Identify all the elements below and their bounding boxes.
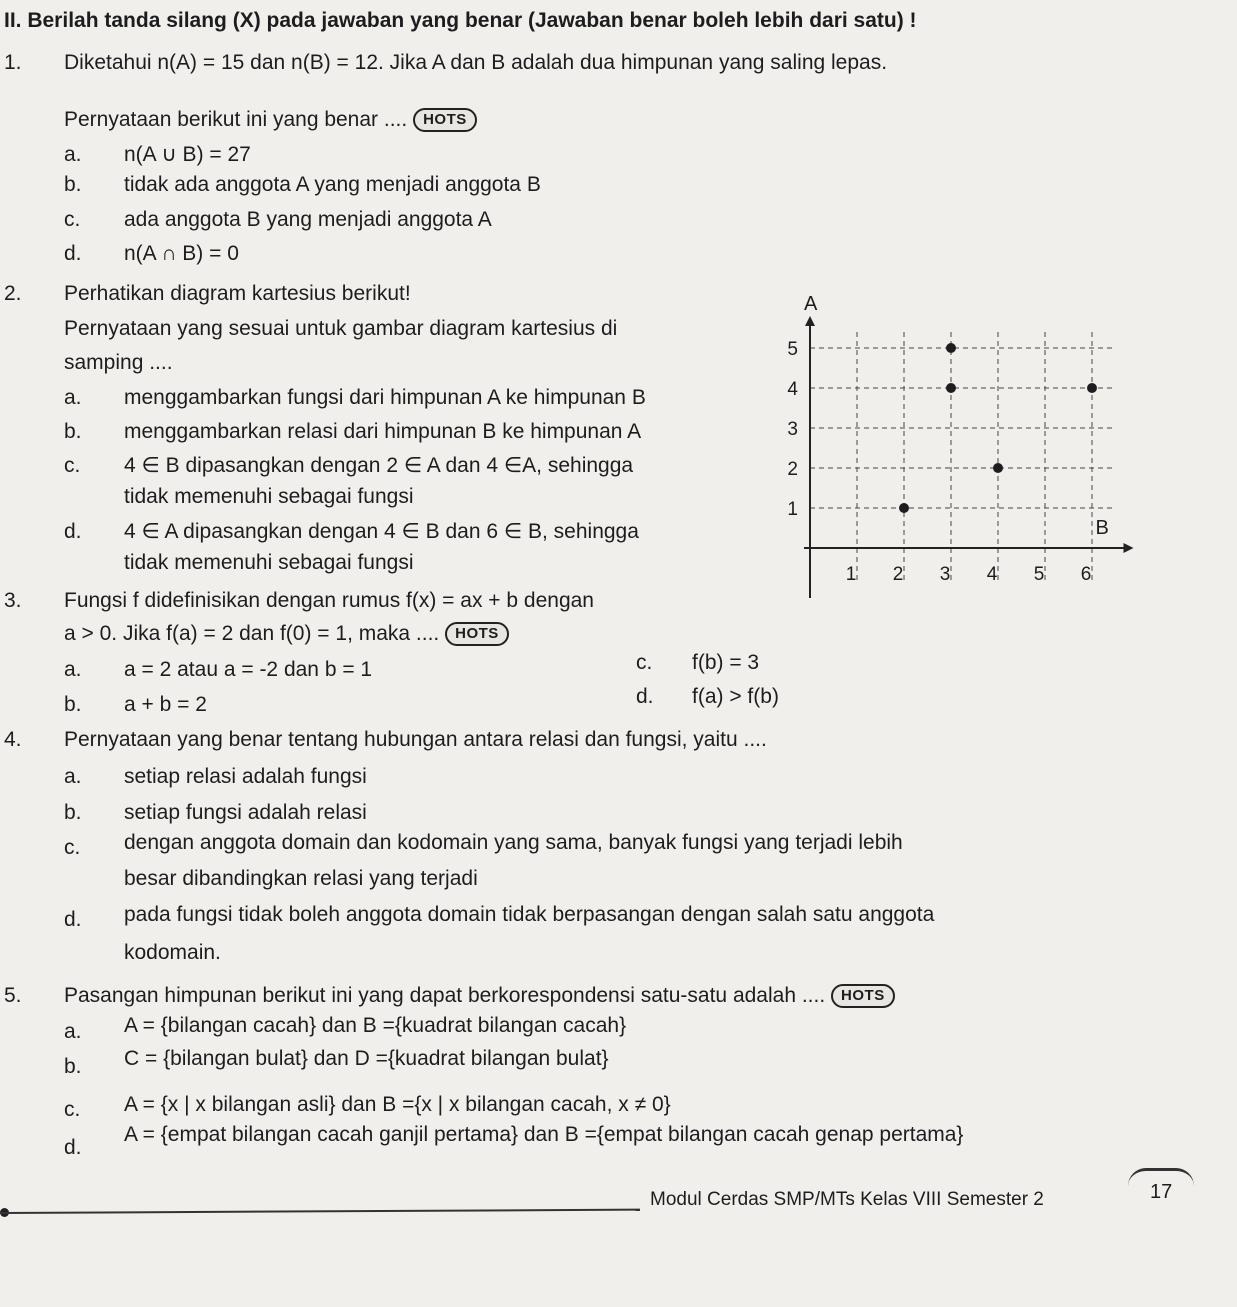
q2-text-2: Pernyataan yang sesuai untuk gambar diagram kartesius di bbox=[64, 317, 618, 340]
footer-rule bbox=[0, 1209, 640, 1214]
q2-text: Perhatikan diagram kartesius berikut! bbox=[64, 282, 411, 305]
instruction: II. Berilah tanda silang (X) pada jawaban yang benar (Jawaban benar boleh lebih dari satu) ! bbox=[4, 9, 917, 32]
q2-option-d-label: d. bbox=[64, 520, 82, 543]
chart-axes bbox=[787, 293, 1133, 598]
q4-option-c: dengan anggota domain dan kodomain yang sama, banyak fungsi yang terjadi lebih bbox=[124, 831, 903, 854]
q5-option-d: A = {empat bilangan cacah ganjil pertama} dan B ={empat bilangan cacah genap pertama} bbox=[124, 1123, 964, 1146]
q2-option-d-cont: tidak memenuhi sebagai fungsi bbox=[124, 551, 414, 574]
q4-number: 4. bbox=[4, 728, 22, 751]
x-tick-label: 3 bbox=[939, 564, 951, 585]
q5-option-c-label: c. bbox=[64, 1098, 81, 1121]
q1-option-d: n(A ∩ B) = 0 bbox=[124, 242, 239, 265]
q4-option-c-cont: besar dibandingkan relasi yang terjadi bbox=[124, 867, 478, 890]
data-point bbox=[946, 343, 956, 353]
q4-option-d-label: d. bbox=[64, 908, 82, 931]
q2-option-c-cont: tidak memenuhi sebagai fungsi bbox=[124, 485, 414, 508]
q5-option-c: A = {x | x bilangan asli} dan B ={x | x bilangan cacah, x ≠ 0} bbox=[124, 1093, 671, 1116]
q3-option-a: a = 2 atau a = -2 dan b = 1 bbox=[124, 658, 373, 681]
q3-number: 3. bbox=[4, 589, 22, 612]
y-axis-label: A bbox=[804, 293, 818, 315]
q3-option-c-label: c. bbox=[636, 651, 653, 674]
q1-stem: Pernyataan berikut ini yang benar .... bbox=[64, 108, 408, 131]
data-point bbox=[1087, 383, 1097, 393]
x-tick-label: 2 bbox=[892, 564, 904, 585]
q2-option-a: menggambarkan fungsi dari himpunan A ke himpunan B bbox=[124, 386, 646, 409]
q2-number: 2. bbox=[4, 282, 22, 305]
q2-option-b: menggambarkan relasi dari himpunan B ke himpunan A bbox=[124, 420, 642, 443]
hots-badge: HOTS bbox=[445, 622, 509, 646]
q1-option-b-label: b. bbox=[64, 173, 82, 196]
q2-text-3: samping .... bbox=[64, 351, 173, 374]
hots-badge: HOTS bbox=[413, 108, 477, 132]
q1-option-a-label: a. bbox=[64, 143, 82, 166]
y-tick-label: 4 bbox=[787, 379, 798, 400]
q4-option-d-cont: kodomain. bbox=[124, 941, 221, 964]
q1-text-2 bbox=[64, 107, 477, 133]
footer-module: Modul Cerdas SMP/MTs Kelas VIII Semester 2 bbox=[650, 1189, 1044, 1210]
q1-option-b: tidak ada anggota A yang menjadi anggota B bbox=[124, 173, 541, 196]
q4-option-b-label: b. bbox=[64, 801, 82, 824]
x-tick-label: 1 bbox=[845, 564, 857, 585]
q3-option-d: f(a) > f(b) bbox=[692, 685, 779, 708]
q4-option-a-label: a. bbox=[64, 765, 82, 788]
x-tick-label: 5 bbox=[1033, 564, 1045, 585]
q4-option-d: pada fungsi tidak boleh anggota domain tidak berpasangan dengan salah satu anggota bbox=[124, 903, 935, 926]
q5-text bbox=[64, 983, 895, 1009]
q4-option-c-label: c. bbox=[64, 836, 81, 859]
q5-option-d-label: d. bbox=[64, 1136, 82, 1159]
page-number: 17 bbox=[1150, 1181, 1173, 1203]
y-tick-label: 1 bbox=[787, 499, 798, 520]
q3-text-2 bbox=[64, 621, 509, 647]
q3-stem: a > 0. Jika f(a) = 2 dan f(0) = 1, maka .... bbox=[64, 622, 440, 645]
q3-option-a-label: a. bbox=[64, 658, 82, 681]
q1-option-a: n(A ∪ B) = 27 bbox=[124, 143, 251, 166]
y-tick-label: 2 bbox=[787, 459, 798, 480]
q3-text: Fungsi f didefinisikan dengan rumus f(x) = ax + b dengan bbox=[64, 589, 594, 612]
q5-option-b-label: b. bbox=[64, 1055, 82, 1078]
data-point bbox=[993, 463, 1003, 473]
x-tick-label: 6 bbox=[1080, 564, 1092, 585]
x-tick-label: 4 bbox=[986, 564, 998, 585]
q1-option-c: ada anggota B yang menjadi anggota A bbox=[124, 208, 492, 231]
y-tick-label: 3 bbox=[787, 419, 798, 440]
q2-option-b-label: b. bbox=[64, 420, 82, 443]
x-axis-label: B bbox=[1095, 517, 1109, 539]
y-axis-arrow bbox=[805, 316, 815, 326]
q1-option-c-label: c. bbox=[64, 208, 81, 231]
q3-option-d-label: d. bbox=[636, 685, 654, 708]
q5-option-b: C = {bilangan bulat} dan D ={kuadrat bilangan bulat} bbox=[124, 1047, 609, 1070]
q5-number: 5. bbox=[4, 984, 22, 1007]
q3-option-b: a + b = 2 bbox=[124, 693, 207, 716]
q1-number: 1. bbox=[4, 51, 22, 74]
q2-option-d: 4 ∈ A dipasangkan dengan 4 ∈ B dan 6 ∈ B, sehingga bbox=[124, 520, 639, 543]
cartesian-diagram bbox=[770, 293, 1170, 605]
q4-option-a: setiap relasi adalah fungsi bbox=[124, 765, 367, 788]
data-point bbox=[946, 383, 956, 393]
q3-option-c: f(b) = 3 bbox=[692, 651, 760, 674]
q1-option-d-label: d. bbox=[64, 242, 82, 265]
q1-text: Diketahui n(A) = 15 dan n(B) = 12. Jika A dan B adalah dua himpunan yang saling lepas. bbox=[64, 51, 888, 74]
q5-stem: Pasangan himpunan berikut ini yang dapat berkorespondensi satu-satu adalah .... bbox=[64, 984, 826, 1007]
q3-option-b-label: b. bbox=[64, 693, 82, 716]
data-point bbox=[899, 503, 909, 513]
q5-option-a-label: a. bbox=[64, 1020, 82, 1043]
y-tick-label: 5 bbox=[787, 339, 798, 360]
chart-grid bbox=[810, 328, 1116, 580]
q5-option-a: A = {bilangan cacah} dan B ={kuadrat bilangan cacah} bbox=[124, 1014, 627, 1037]
q2-option-c: 4 ∈ B dipasangkan dengan 2 ∈ A dan 4 ∈A, sehingga bbox=[124, 454, 634, 477]
q4-option-b: setiap fungsi adalah relasi bbox=[124, 801, 367, 824]
q2-option-c-label: c. bbox=[64, 454, 81, 477]
x-axis-arrow bbox=[1124, 543, 1134, 553]
hots-badge: HOTS bbox=[831, 984, 895, 1008]
q4-text: Pernyataan yang benar tentang hubungan antara relasi dan fungsi, yaitu .... bbox=[64, 728, 767, 751]
q2-option-a-label: a. bbox=[64, 386, 82, 409]
